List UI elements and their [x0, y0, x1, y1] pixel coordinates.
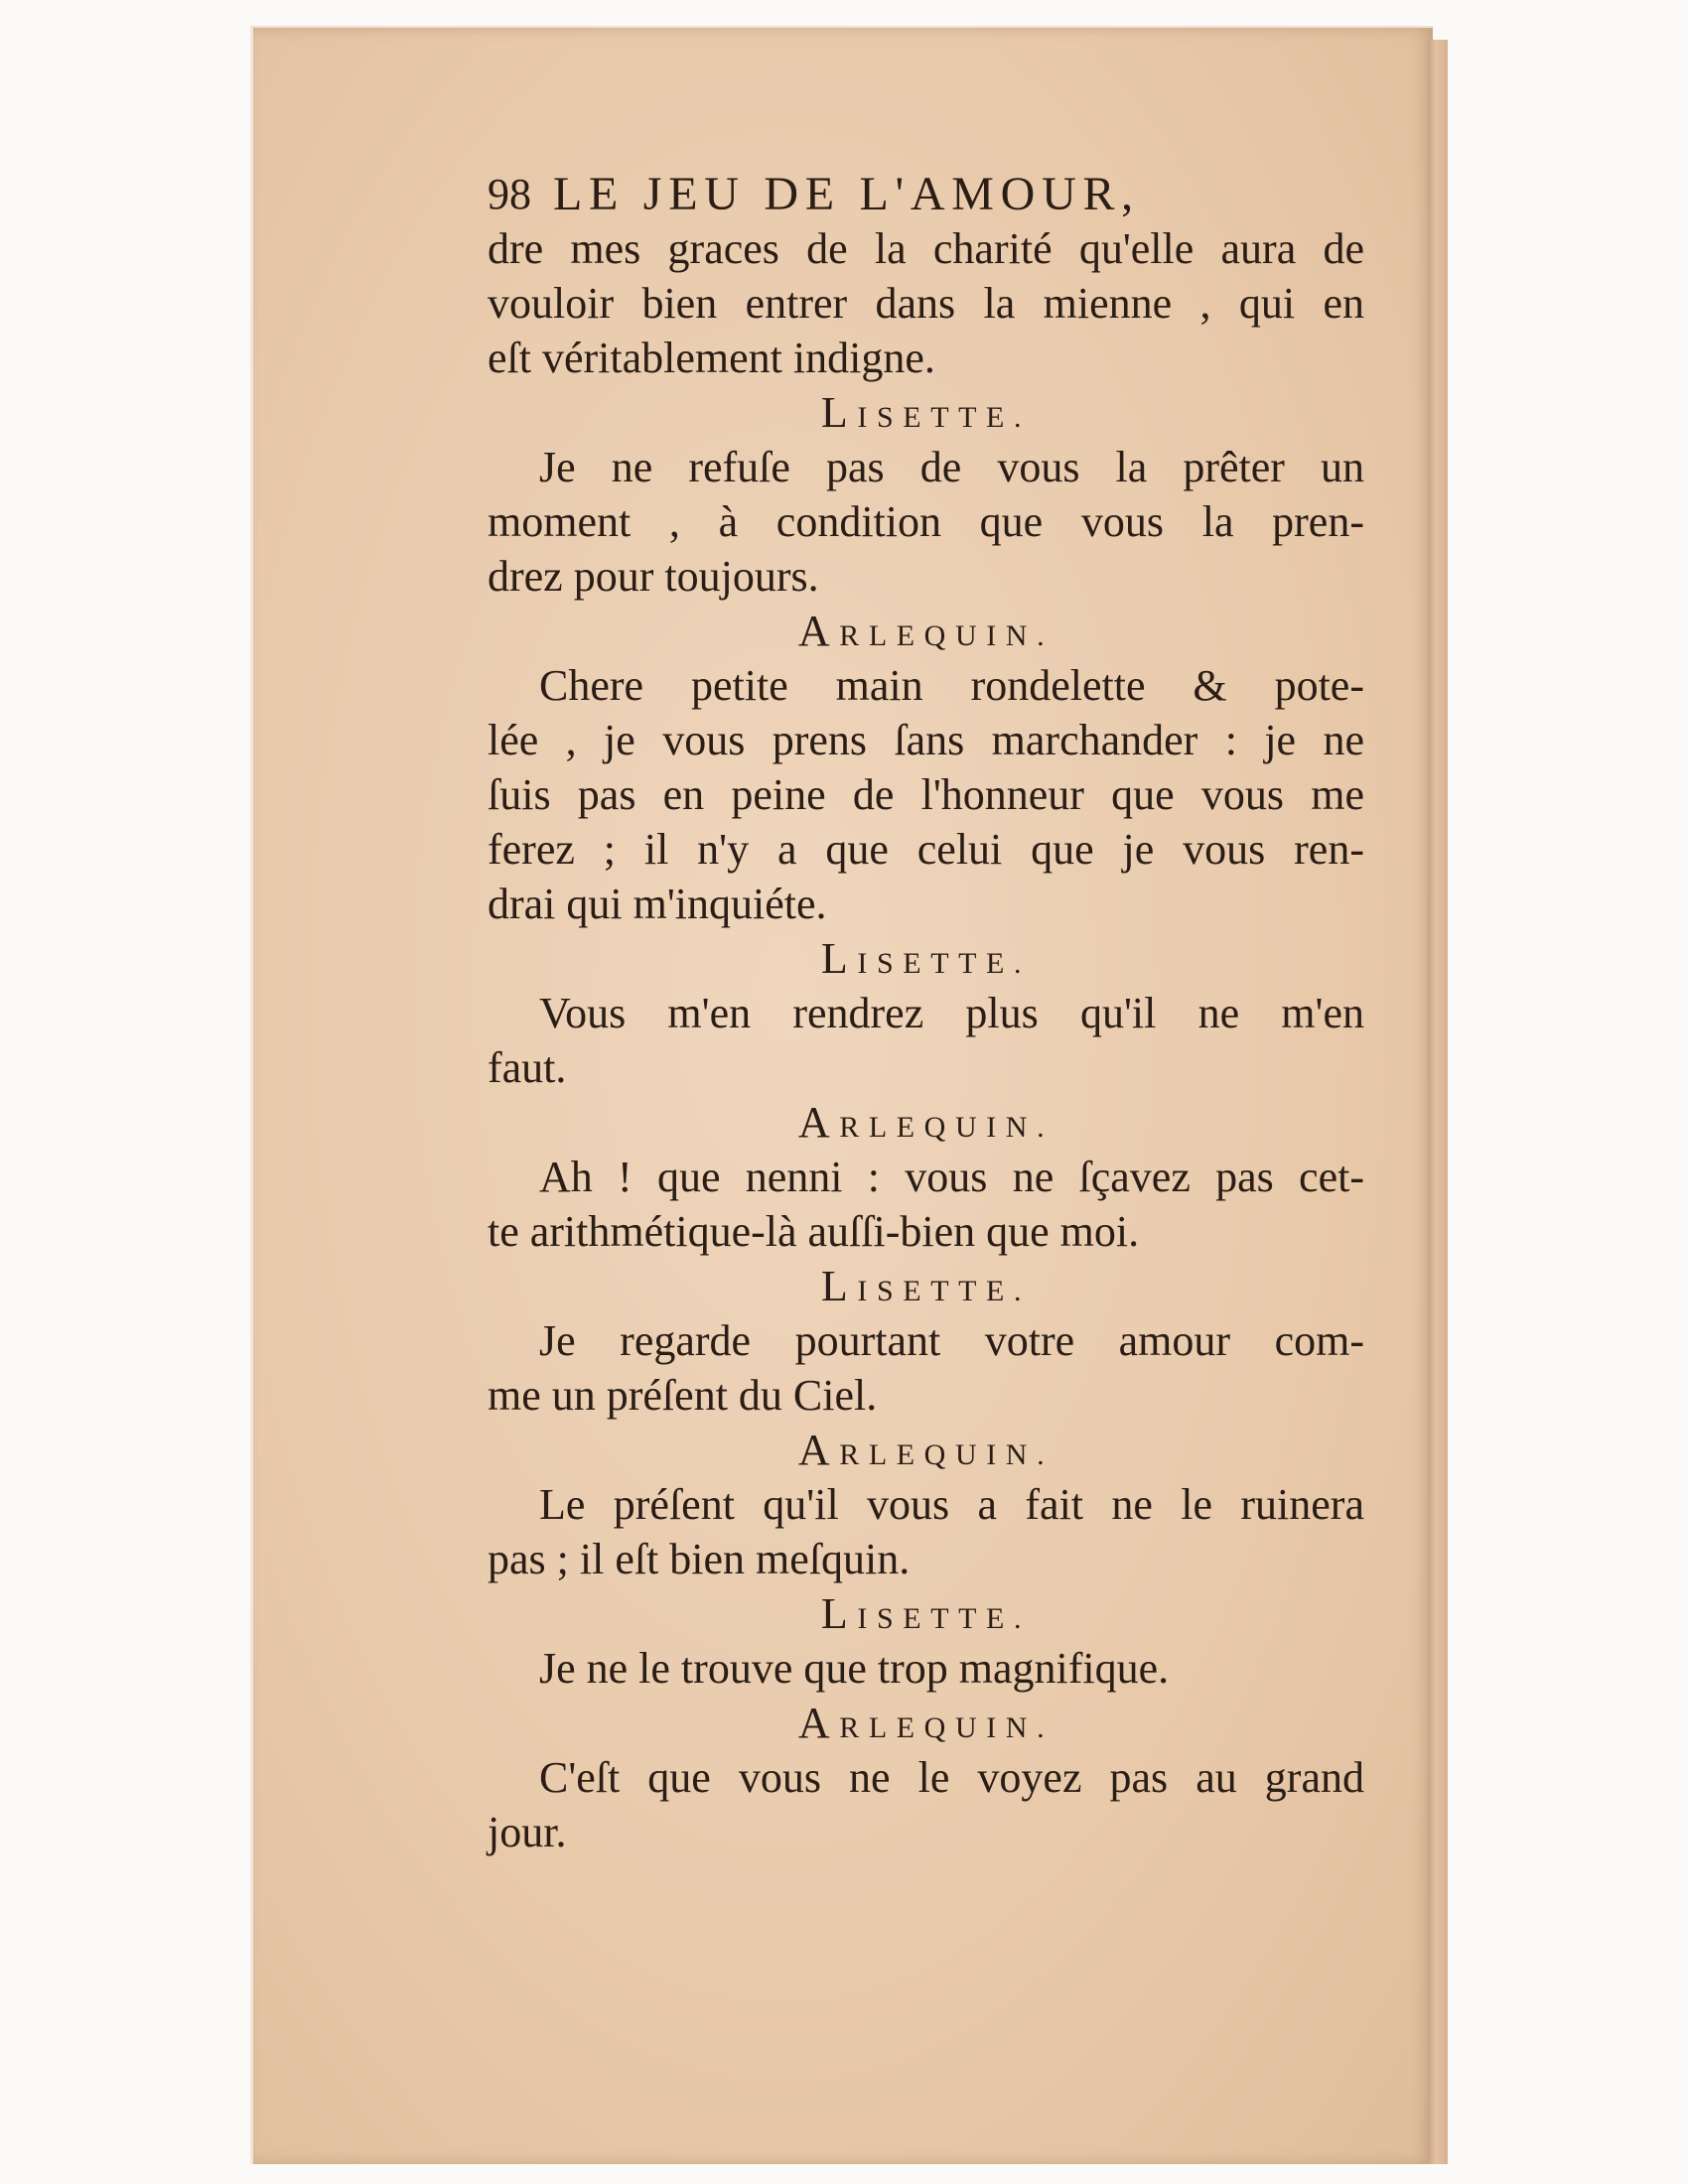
text-line: Ah ! que nenni : vous ne ſçavez pas cet-	[539, 1153, 1364, 1201]
speaker-name: LISETTE.	[820, 1589, 1032, 1638]
text-line: vouloir bien entrer dans la mienne , qui en	[488, 279, 1364, 328]
speaker-name: ARLEQUIN.	[797, 1098, 1055, 1147]
text-line: jour.	[488, 1808, 567, 1856]
text-line: C'eſt que vous ne le voyez pas au grand	[539, 1753, 1364, 1802]
text-line: ferez ; il n'y a que celui que je vous ren-	[488, 825, 1364, 874]
text-line: Chere petite main rondelette & pote-	[539, 661, 1364, 710]
text-line: drai qui m'inquiéte.	[488, 880, 827, 928]
text-line: moment , à condition que vous la pren-	[488, 497, 1364, 546]
text-line: me un préſent du Ciel.	[488, 1371, 878, 1420]
speaker-name: LISETTE.	[820, 1262, 1032, 1310]
text-line: te arithmétique-là auſſi-bien que moi.	[488, 1207, 1140, 1256]
speaker-name: LISETTE.	[820, 934, 1032, 983]
speaker-name: ARLEQUIN.	[797, 607, 1055, 655]
text-line: ſuis pas en peine de l'honneur que vous me	[488, 770, 1364, 819]
text-line: eſt véritablement indigne.	[488, 334, 935, 382]
body-lines	[488, 221, 1364, 1859]
text-line: Vous m'en rendrez plus qu'il ne m'en	[539, 989, 1364, 1037]
page-text	[488, 167, 1364, 1859]
running-title: LE JEU DE L'AMOUR,	[553, 168, 1140, 220]
text-line: pas ; il eſt bien meſquin.	[488, 1535, 911, 1583]
text-line: Je ne le trouve que trop magnifique.	[539, 1644, 1170, 1693]
text-line: drez pour toujours.	[488, 552, 819, 601]
running-header	[488, 167, 1364, 221]
page-edge	[1428, 40, 1448, 2164]
text-line: Je ne refuſe pas de vous la prêter un	[539, 443, 1364, 491]
text-line: faut.	[488, 1043, 567, 1092]
speaker-name: ARLEQUIN.	[797, 1426, 1055, 1474]
text-line: lée , je vous prens ſans marchander : je ne	[488, 716, 1364, 764]
speaker-name: LISETTE.	[820, 388, 1032, 437]
text-line: Je regarde pourtant votre amour com-	[539, 1316, 1364, 1365]
text-line: dre mes graces de la charité qu'elle aura de	[488, 224, 1364, 273]
text-line: Le préſent qu'il vous a fait ne le ruinera	[539, 1480, 1364, 1529]
page-number: 98	[488, 170, 531, 218]
speaker-name: ARLEQUIN.	[797, 1699, 1055, 1747]
